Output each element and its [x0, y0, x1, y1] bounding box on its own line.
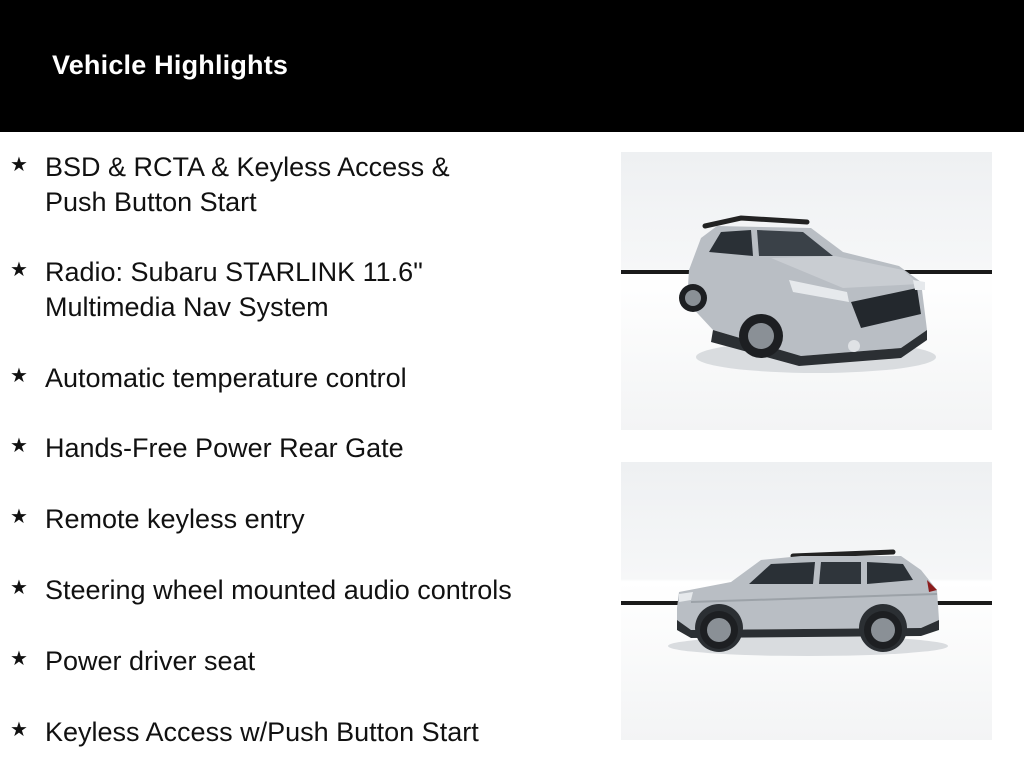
car-front-quarter-illustration [621, 152, 992, 430]
highlight-text: Power driver seat [45, 646, 256, 676]
highlight-text: Steering wheel mounted audio controls [45, 575, 512, 605]
highlight-text: Keyless Access w/Push Button Start [45, 717, 479, 747]
star-icon: ★ [10, 504, 28, 528]
page-title: Vehicle Highlights [52, 50, 289, 80]
car-side-profile-illustration [621, 462, 992, 740]
star-icon: ★ [10, 575, 28, 599]
star-icon: ★ [10, 433, 28, 457]
highlight-text: Remote keyless entry [45, 504, 305, 534]
car-front-quarter-photo [621, 152, 992, 430]
highlight-text: Automatic temperature control [45, 363, 407, 393]
car-side-profile-photo [621, 462, 992, 740]
star-icon: ★ [10, 646, 28, 670]
highlight-text: BSD & RCTA & Keyless Access & Push Button Start [45, 152, 450, 217]
star-icon: ★ [10, 152, 28, 176]
highlight-text: Hands-Free Power Rear Gate [45, 433, 404, 463]
star-icon: ★ [10, 717, 28, 741]
star-icon: ★ [10, 257, 28, 281]
highlight-text: Radio: Subaru STARLINK 11.6" Multimedia Nav System [45, 257, 423, 322]
star-icon: ★ [10, 363, 28, 387]
